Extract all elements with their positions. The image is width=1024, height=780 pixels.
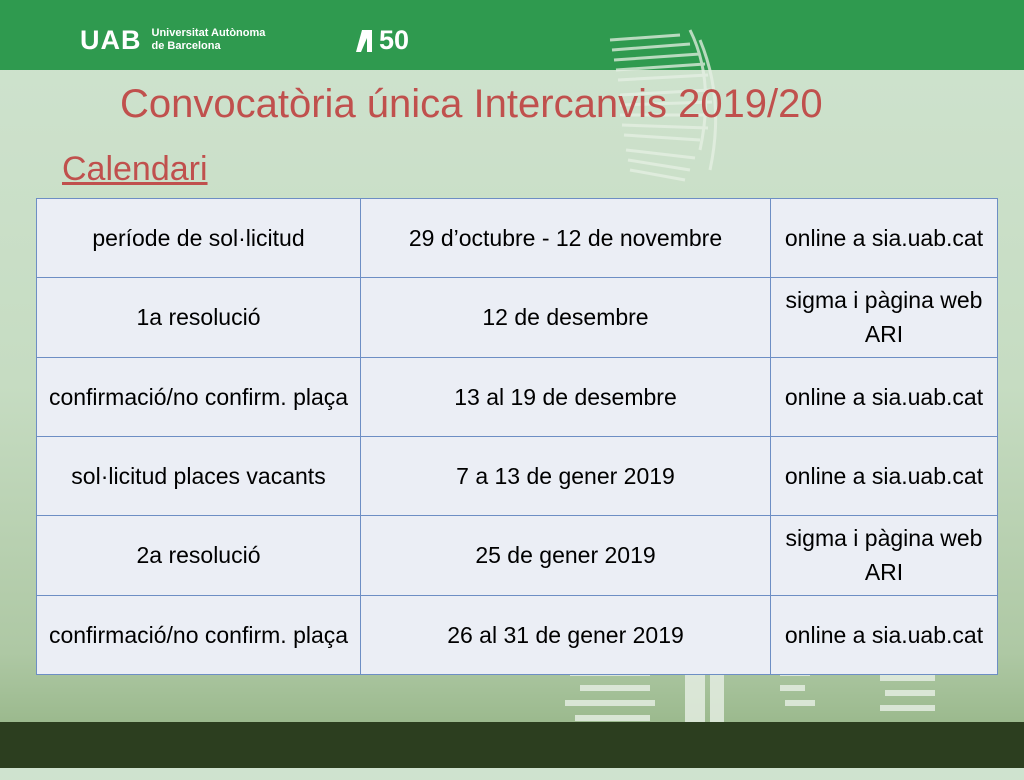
calendar-table [36,198,998,675]
table-row [37,515,998,596]
phase-cell: 2a resolució [37,515,361,596]
logo-mark: UAB [80,25,142,55]
table-row [37,596,998,675]
anniversary-mark-icon [354,28,374,52]
table-row [37,199,998,278]
dates-cell: 25 de gener 2019 [361,515,771,596]
university-name-line2: de Barcelona [151,40,221,52]
page-title: Convocatòria única Intercanvis 2019/20 [120,82,823,126]
dates-cell: 12 de desembre [361,277,771,358]
where-cell: sigma i pàgina web ARI [771,277,998,358]
where-cell: online a sia.uab.cat [771,596,998,675]
phase-cell: 1a resolució [37,277,361,358]
phase-cell: sol·licitud places vacants [37,436,361,515]
university-name [152,27,266,53]
section-subtitle: Calendari [62,150,208,188]
dates-cell: 26 al 31 de gener 2019 [361,596,771,675]
footer-bar [0,722,1024,768]
where-cell: sigma i pàgina web ARI [771,515,998,596]
dates-cell: 29 d’octubre - 12 de novembre [361,199,771,278]
table-row [37,358,998,437]
anniversary-number: 50 [379,25,410,55]
uab-logo [80,26,265,54]
anniversary-logo [354,26,409,54]
university-name-line1: Universitat Autònoma [151,27,266,39]
where-cell: online a sia.uab.cat [771,436,998,515]
phase-cell: confirmació/no confirm. plaça [37,596,361,675]
where-cell: online a sia.uab.cat [771,199,998,278]
dates-cell: 13 al 19 de desembre [361,358,771,437]
table-row [37,436,998,515]
table-row [37,277,998,358]
where-cell: online a sia.uab.cat [771,358,998,437]
dates-cell: 7 a 13 de gener 2019 [361,436,771,515]
phase-cell: confirmació/no confirm. plaça [37,358,361,437]
phase-cell: període de sol·licitud [37,199,361,278]
